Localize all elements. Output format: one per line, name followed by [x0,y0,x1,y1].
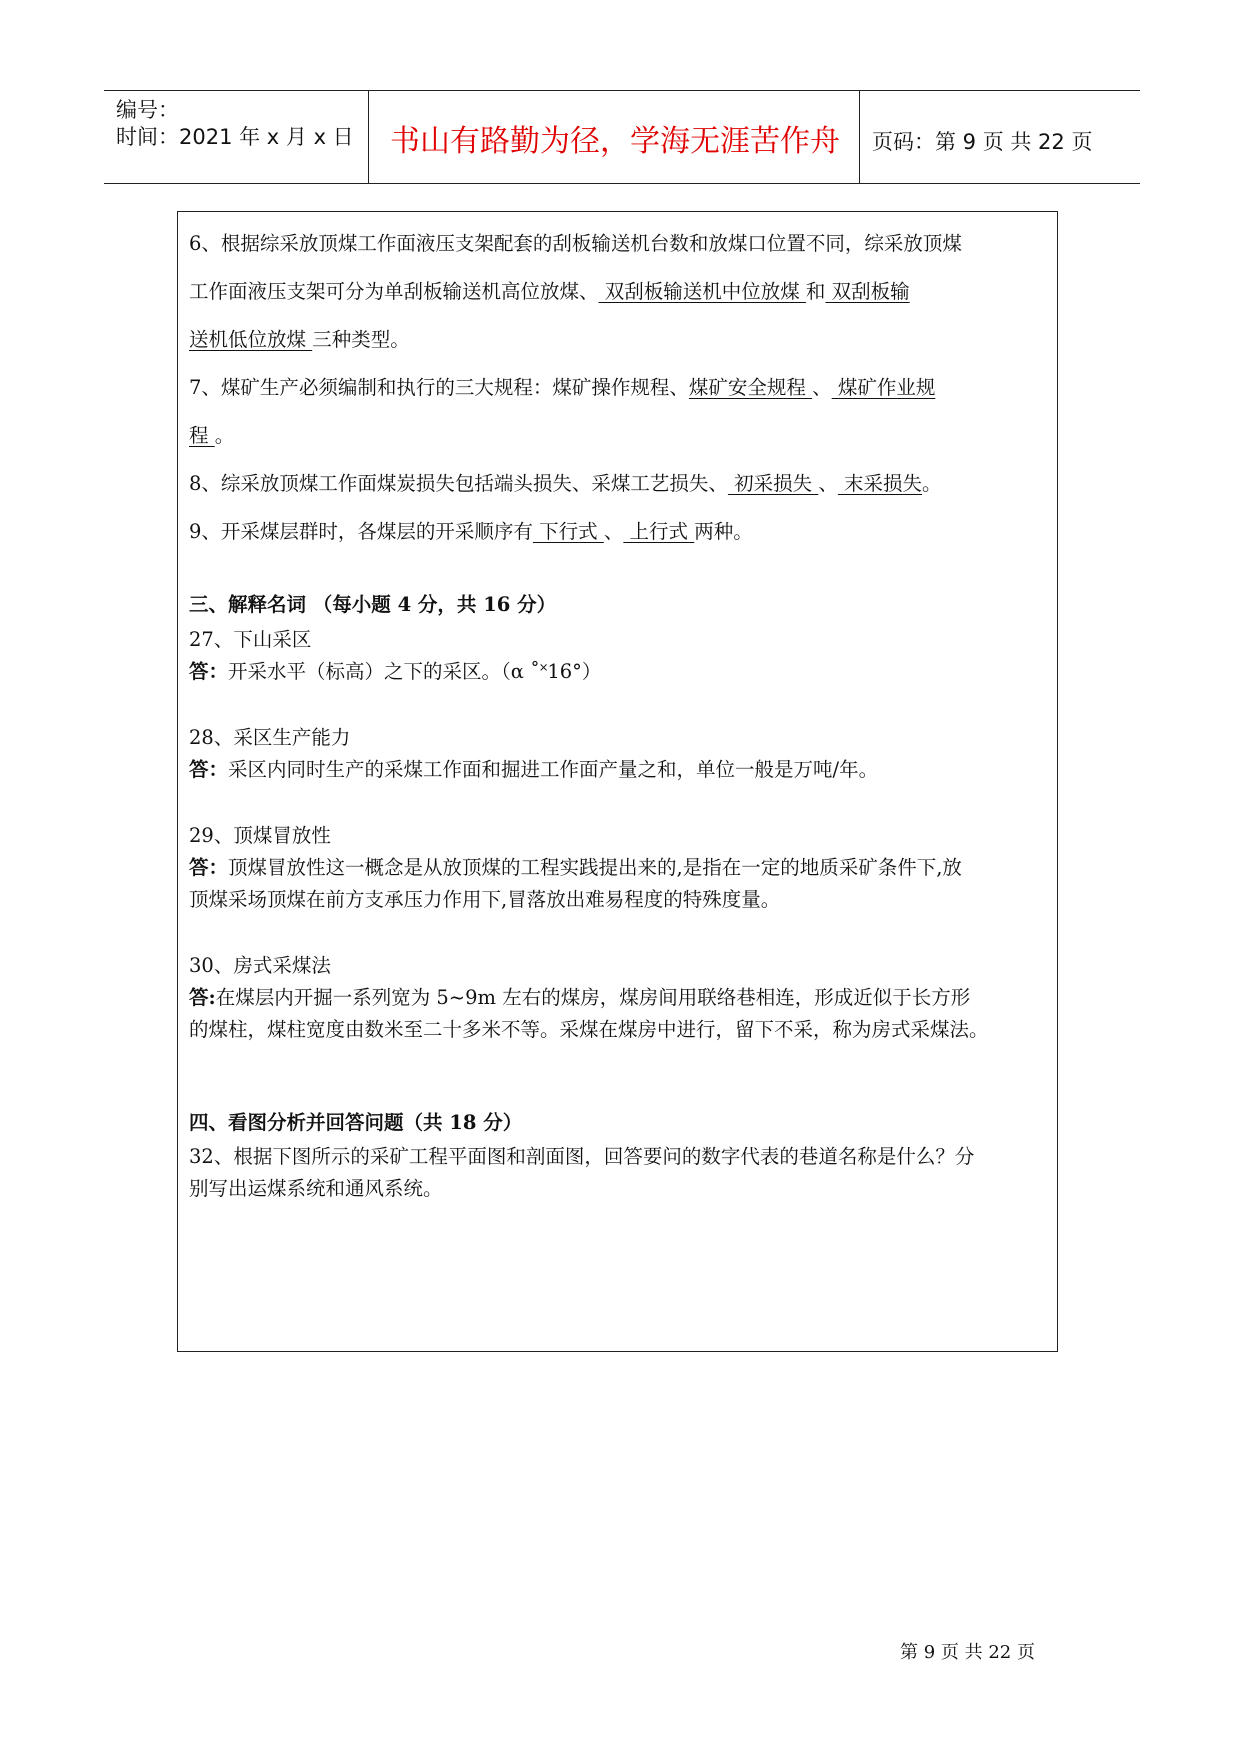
answer-text: 在煤层内开掘一系列宽为 5~9m 左右的煤房，煤房间用联络巷相连，形成近似于长方形 [215,986,971,1009]
question-7-line-2 [189,420,234,448]
question-6-line-1 [189,228,962,256]
answer-blank: 送机低位放煤 [189,328,313,351]
question-9-end: 两种。 [694,520,753,543]
question-6-line-3 [189,324,410,352]
answer-blank: 上行式 [623,520,695,543]
section-4-title: 四、看图分析并回答问题（共 18 分） [189,1111,523,1134]
section-3-title: 三、解释名词 （每小题 4 分，共 16 分） [189,593,557,616]
question-7-text-2: 。 [214,424,235,447]
answer-label: 答： [189,660,229,683]
question-6-line-2 [189,276,910,304]
term-29: 29、顶煤冒放性 [189,824,331,847]
answer-label: 答: [189,986,216,1009]
header-bottom-rule [104,183,1140,184]
answer-blank: 双刮板输送机中位放煤 [598,280,806,303]
answer-blank: 初采损失 [727,472,819,495]
question-9-text: 9、开采煤层群时，各煤层的开采顺序有 [189,520,533,543]
term-30: 30、房式采煤法 [189,954,331,977]
answer-27 [189,656,601,684]
answer-text: 开采水平（标高）之下的采区。（α ˚˟16°） [228,660,602,683]
question-32-line-2: 别写出运煤系统和通风系统。 [189,1177,443,1200]
answer-blank: 煤矿安全规程 [688,376,813,399]
question-7-line-1 [189,372,935,400]
term-28: 28、采区生产能力 [189,726,351,749]
connector-text: 、 [818,472,838,495]
header-divider-left [368,90,369,184]
question-8-end: 。 [922,472,942,495]
answer-30-line-1 [189,982,970,1010]
answer-blank: 下行式 [532,520,604,543]
term-27: 27、下山采区 [189,628,312,651]
motto: 书山有路勤为径，学海无涯苦作舟 [390,124,840,159]
answer-30-line-2: 的煤柱，煤柱宽度由数米至二十多米不等。采煤在煤房中进行，留下不采，称为房式采煤法。 [189,1018,989,1041]
question-8-text: 8、综采放顶煤工作面煤炭损失包括端头损失、采煤工艺损失、 [189,472,728,495]
answer-blank: 末采损失 [837,472,923,495]
question-6-text-2: 工作面液压支架可分为单刮板输送机高位放煤、 [189,280,599,303]
answer-28 [189,754,878,782]
question-6-text-3: 三种类型。 [312,328,410,351]
answer-blank: 程 [189,424,215,447]
answer-label: 答： [189,856,229,879]
answer-label: 答： [189,758,229,781]
date-label: 时间：2021 年 x 月 x 日 [116,125,354,149]
header-top-rule [104,90,1140,91]
connector-text: 、 [603,520,624,543]
page-number-label: 页码：第 9 页 共 22 页 [872,130,1093,154]
question-6-text: 6、根据综采放顶煤工作面液压支架配套的刮板输送机台数和放煤口位置不同，综采放顶煤 [189,232,962,255]
answer-text: 顶煤冒放性这一概念是从放顶煤的工程实践提出来的,是指在一定的地质采矿条件下,放 [228,856,962,879]
answer-29-line-1 [189,852,962,880]
answer-29-line-2: 顶煤采场顶煤在前方支承压力作用下,冒落放出难易程度的特殊度量。 [189,888,781,911]
answer-text: 采区内同时生产的采煤工作面和掘进工作面产量之和，单位一般是万吨/年。 [228,758,879,781]
serial-number-label: 编号： [116,98,179,122]
answer-blank: 双刮板输 [825,280,910,303]
question-32-line-1: 32、根据下图所示的采矿工程平面图和剖面图，回答要问的数字代表的巷道名称是什么？分 [189,1145,975,1168]
question-7-text: 7、煤矿生产必须编制和执行的三大规程：煤矿操作规程、 [189,376,689,399]
connector-text: 和 [805,280,826,303]
question-8 [189,468,942,496]
page-footer: 第 9 页 共 22 页 [900,1642,1035,1663]
question-9 [189,516,753,544]
answer-blank: 煤矿作业规 [831,376,936,399]
connector-text: 、 [812,376,832,399]
